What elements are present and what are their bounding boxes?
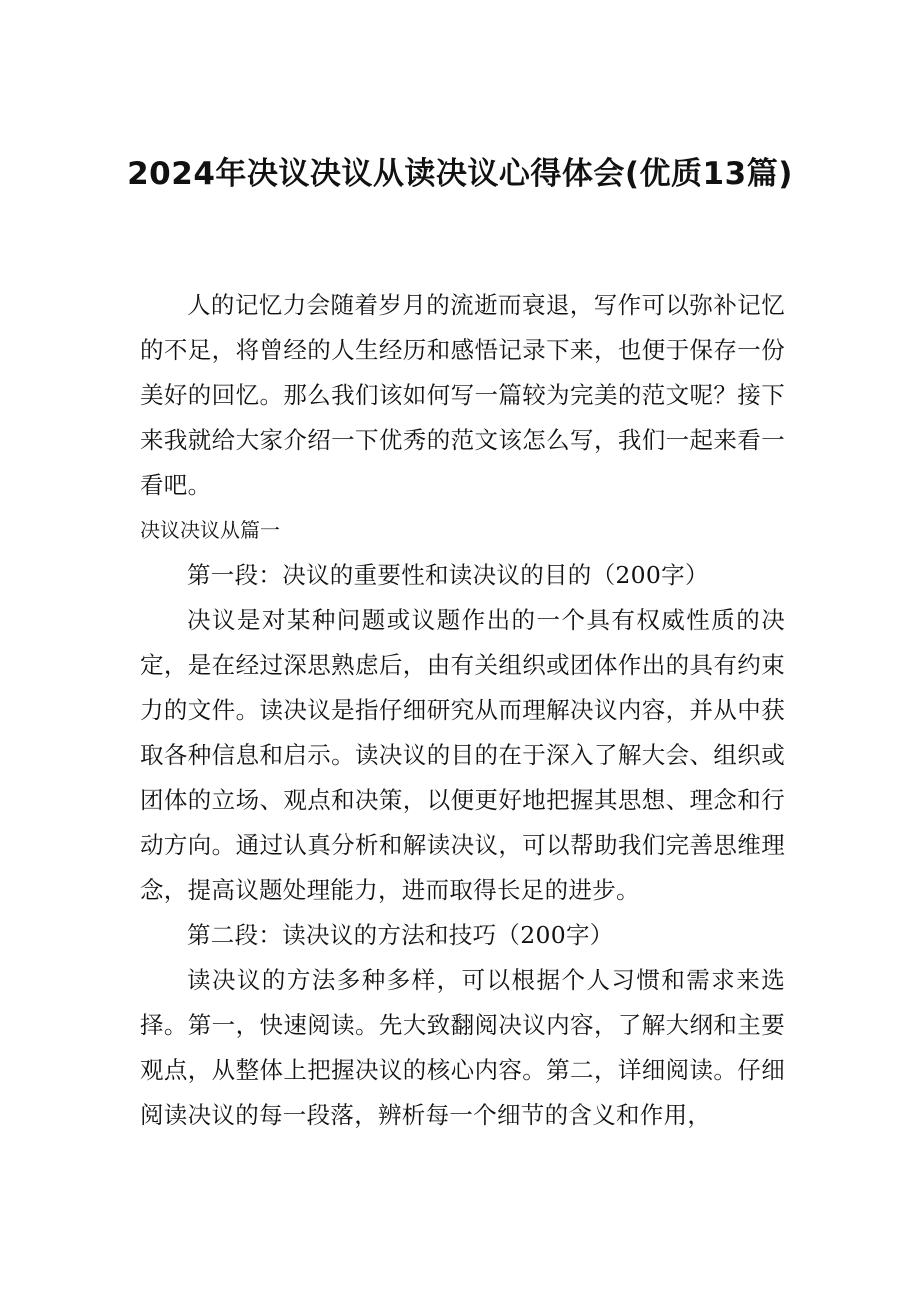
section-label: 决议决议从篇一 xyxy=(140,518,280,542)
document-title: 2024年决议决议从读决议心得体会(优质13篇) xyxy=(127,156,793,192)
paragraph-1-body: 决议是对某种问题或议题作出的一个具有权威性质的决定，是在经过深思熟虑后，由有关组织或团体作出的具有约束力的文件。读决议是指仔细研究从而理解决议内容，并从中获取各种信息和启示。读决议的目的在于深入了解大会、组织或团体的立场、观点和决策，以便更好地把握其思想、理念和行动方向。通过认真分析和解读决议，可以帮助我们完善思维理念，提高议题处理能力，进而取得长足的进步。 xyxy=(140,606,785,904)
paragraph-2-body: 读决议的方法多种多样，可以根据个人习惯和需求来选择。第一，快速阅读。先大致翻阅决议内容，了解大纲和主要观点，从整体上把握决议的核心内容。第二，详细阅读。仔细阅读决议的每一段落，辨析每一个细节的含义和作用， xyxy=(140,966,785,1129)
document-body xyxy=(140,283,785,1138)
paragraph-2-heading: 第二段：读决议的方法和技巧（200字） xyxy=(187,921,614,949)
paragraph-1-heading: 第一段：决议的重要性和读决议的目的（200字） xyxy=(187,561,709,589)
intro-paragraph: 人的记忆力会随着岁月的流逝而衰退，写作可以弥补记忆的不足，将曾经的人生经历和感悟记录下来，也便于保存一份美好的回忆。那么我们该如何写一篇较为完美的范文呢？接下来我就给大家介绍一下优秀的范文该怎么写，我们一起来看一看吧。 xyxy=(140,291,785,499)
